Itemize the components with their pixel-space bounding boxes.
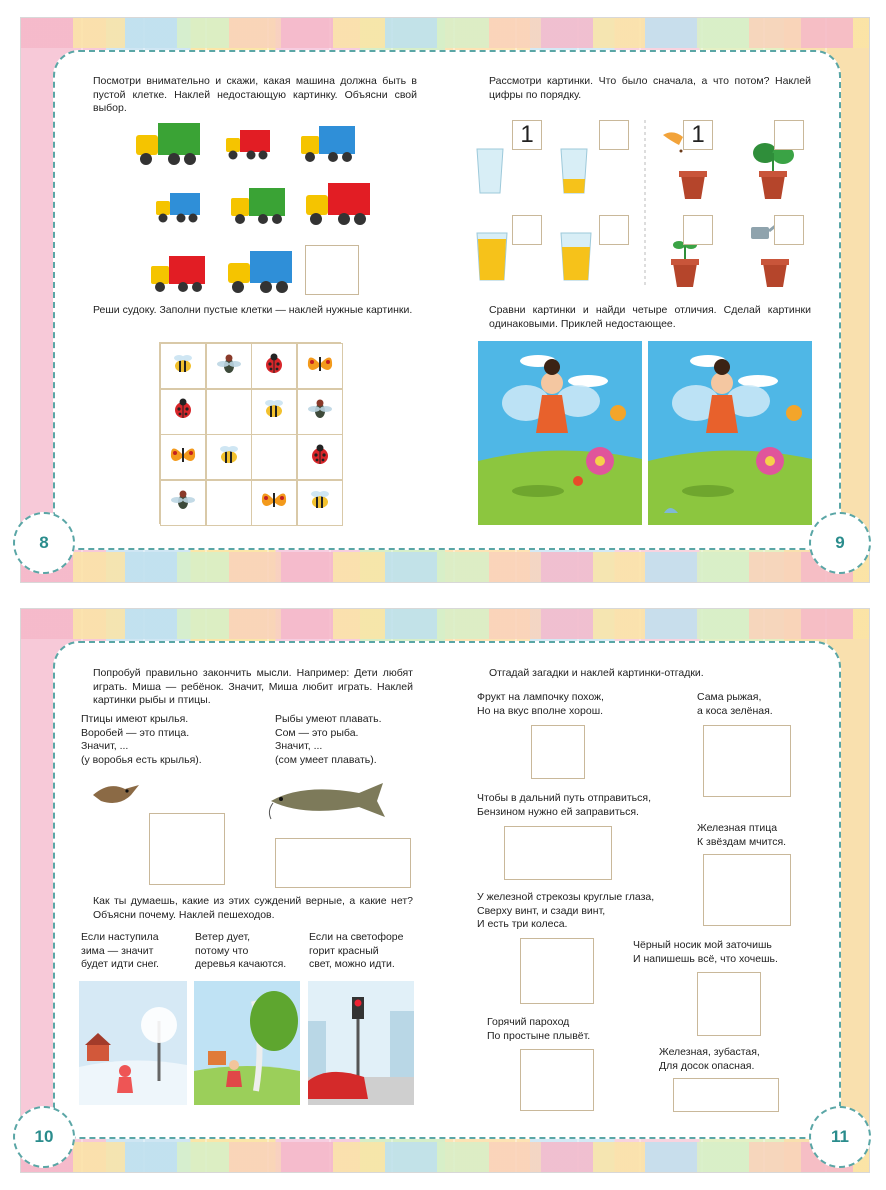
sticker-slot[interactable] xyxy=(149,813,225,885)
truck-icon xyxy=(306,183,370,225)
sticker-slot[interactable] xyxy=(512,215,542,245)
sudoku-cell xyxy=(251,343,297,389)
judgement-text: Ветер дует, потому что деревья качаются. xyxy=(195,931,287,970)
spread-pages-10-11 xyxy=(20,608,870,1173)
fish-syllogism: Рыбы умеют плавать. Сом — это рыба. Значит, ... (сом умеет плавать). xyxy=(275,713,382,766)
sudoku-cell xyxy=(160,389,206,435)
windy-picture xyxy=(194,981,300,1105)
sticker-number[interactable]: 1 xyxy=(512,120,542,150)
sticker-number[interactable]: 1 xyxy=(683,120,713,150)
fairy-picture-left xyxy=(478,341,642,525)
butterfly-icon xyxy=(259,488,289,517)
riddle-text: Железная птица К звёздам мчится. xyxy=(697,822,787,848)
truck-icon xyxy=(301,126,355,162)
pot-icon xyxy=(761,259,789,287)
sudoku-cell xyxy=(206,434,252,480)
task-text: Отгадай загадки и наклей картинки-отгадки. xyxy=(489,667,704,679)
truck-icon xyxy=(156,193,200,223)
sudoku-cell xyxy=(160,480,206,526)
sudoku-empty-cell[interactable] xyxy=(206,480,252,526)
page-number: 9 xyxy=(809,512,871,574)
task-text: Посмотри внимательно и скажи, какая машина должна быть в пустой клетке. Наклей недостающую картинку. Объясни свой выбор. xyxy=(93,75,417,114)
plant-pot-icon xyxy=(753,143,794,199)
sudoku-cell xyxy=(297,389,343,435)
truck-icon xyxy=(228,251,292,293)
fly-icon xyxy=(169,488,197,517)
sticker-slot[interactable] xyxy=(774,215,804,245)
sticker-slot[interactable] xyxy=(697,972,761,1036)
decor-stripe-top xyxy=(21,18,869,48)
riddle-text: У железной стрекозы круглые глаза, Сверху винт, и сзади винт, И есть три колеса. xyxy=(477,891,655,930)
judgement-text: Если на светофоре горит красный свет, можно идти. xyxy=(309,931,404,970)
bee-icon xyxy=(260,398,288,425)
bee-icon xyxy=(169,353,197,380)
glass-icon xyxy=(561,149,587,193)
winter-picture xyxy=(79,981,187,1105)
sparrow-icon xyxy=(89,777,143,813)
sticker-slot[interactable] xyxy=(703,725,791,797)
sudoku-cell xyxy=(251,389,297,435)
task-text: Как ты думаешь, какие из этих суждений верные, а какие нет? Объясни почему. Наклей пешеходов. xyxy=(93,895,413,921)
butterfly-icon xyxy=(168,443,198,472)
sticker-slot[interactable] xyxy=(520,1049,594,1111)
decor-stripe-bottom xyxy=(21,1142,869,1172)
sticker-slot[interactable] xyxy=(520,938,594,1004)
sudoku-cell xyxy=(160,434,206,480)
sticker-slot[interactable] xyxy=(774,120,804,150)
sudoku-cell xyxy=(251,480,297,526)
sudoku-grid xyxy=(159,342,341,524)
catfish-icon xyxy=(263,777,393,823)
traffic-light-picture xyxy=(308,981,414,1105)
truck-icon xyxy=(136,123,200,165)
ladybug-icon xyxy=(262,352,286,381)
sticker-slot[interactable] xyxy=(305,245,359,295)
truck-icon xyxy=(231,188,285,224)
riddle-text: Сама рыжая, а коса зелёная. xyxy=(697,691,773,717)
sudoku-cell xyxy=(160,343,206,389)
riddle-text: Фрукт на лампочку похож, Но на вкус вполне хорош. xyxy=(477,691,604,717)
truck-icon xyxy=(151,256,205,292)
ladybug-icon xyxy=(308,443,332,472)
sticker-slot[interactable] xyxy=(599,215,629,245)
page-number: 8 xyxy=(13,512,75,574)
task-text: Сравни картинки и найди четыре отличия. Сделай картинки одинаковыми. Приклей недостающее. xyxy=(489,304,811,330)
sudoku-empty-cell[interactable] xyxy=(251,434,297,480)
sticker-slot[interactable] xyxy=(683,215,713,245)
bee-icon xyxy=(215,444,243,471)
sudoku-cell xyxy=(297,343,343,389)
spread-pages-8-9 xyxy=(20,17,870,583)
truck-icon xyxy=(226,130,270,160)
riddle-text: Чтобы в дальний путь отправиться, Бензином нужно ей заправиться. xyxy=(477,792,652,818)
sticker-slot[interactable] xyxy=(673,1078,779,1112)
bee-icon xyxy=(306,489,334,516)
decor-stripe-top xyxy=(21,609,869,639)
glass-icon xyxy=(561,233,591,280)
bird-syllogism: Птицы имеют крылья. Воробей — это птица. Значит, ... (у воробья есть крылья). xyxy=(81,713,202,766)
butterfly-icon xyxy=(305,352,335,381)
sudoku-cell xyxy=(297,480,343,526)
judgement-text: Если наступила зима — значит будет идти снег. xyxy=(81,931,159,970)
riddle-text: Чёрный носик мой заточишь И напишешь всё, что хочешь. xyxy=(633,939,778,965)
sudoku-cell xyxy=(206,343,252,389)
pot-icon xyxy=(679,171,707,199)
sudoku-cell xyxy=(297,434,343,480)
riddle-text: Горячий пароход По простыне плывёт. xyxy=(487,1016,591,1042)
task-text: Попробуй правильно закончить мысли. Например: Дети любят играть. Миша — ребёнок. Значит, Миша любит играть. Наклей картинки рыбы и птицы. xyxy=(93,667,413,706)
fairy-picture-right xyxy=(648,341,812,525)
sudoku-empty-cell[interactable] xyxy=(206,389,252,435)
decor-stripe-bottom xyxy=(21,552,869,582)
sticker-slot[interactable] xyxy=(504,826,612,880)
sticker-slot[interactable] xyxy=(275,838,411,888)
glass-icon xyxy=(477,233,507,280)
sticker-slot[interactable] xyxy=(531,725,585,779)
seed-hand-icon xyxy=(663,132,683,152)
sticker-slot[interactable] xyxy=(599,120,629,150)
sprout-pot-icon xyxy=(671,241,699,287)
fly-icon xyxy=(306,397,334,426)
riddle-text: Железная, зубастая, Для досок опасная. xyxy=(659,1046,760,1072)
ladybug-icon xyxy=(171,397,195,426)
fly-icon xyxy=(215,352,243,381)
page-number: 11 xyxy=(809,1106,871,1168)
page-number: 10 xyxy=(13,1106,75,1168)
task-text: Реши судоку. Заполни пустые клетки — наклей нужные картинки. xyxy=(93,304,413,316)
task-text: Рассмотри картинки. Что было сначала, а что потом? Наклей цифры по порядку. xyxy=(489,75,811,101)
glass-icon xyxy=(477,149,503,193)
